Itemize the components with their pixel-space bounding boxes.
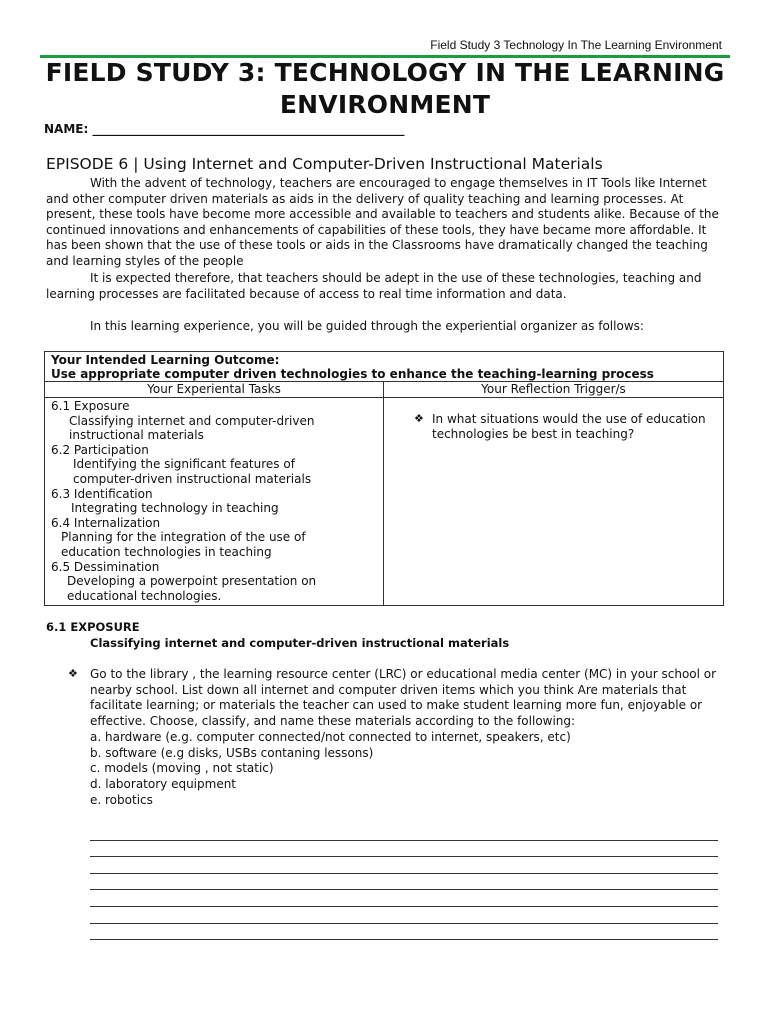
triggers-column-header: Your Reflection Trigger/s bbox=[384, 382, 724, 398]
activity-instructions bbox=[90, 667, 726, 808]
section-subheading: Classifying internet and computer-driven instructional materials bbox=[90, 636, 510, 650]
outcome-cell bbox=[45, 352, 724, 382]
tasks-cell bbox=[45, 398, 384, 606]
diamond-bullet-icon: ❖ bbox=[68, 667, 78, 680]
task-desc: Planning for the integration of the use of education technologies in teaching bbox=[61, 530, 306, 559]
category-item: e. robotics bbox=[90, 792, 153, 807]
task-item bbox=[51, 560, 377, 604]
task-item bbox=[51, 516, 377, 560]
section-heading: 6.1 EXPOSURE bbox=[46, 620, 140, 634]
title-line-1: FIELD STUDY 3: TECHNOLOGY IN THE LEARNING bbox=[45, 58, 725, 87]
answer-line[interactable] bbox=[90, 857, 718, 874]
activity-paragraph: Go to the library , the learning resource center (LRC) or educational media center (MC) in your school or nearby school. List down all internet and computer driven items which you think Are materials that facilitate learning; or materials the teacher can used to make student learning more fun, enjoyable or effective. Choose, classify, and name these materials according to the following: bbox=[90, 667, 717, 729]
task-item bbox=[51, 399, 377, 443]
category-item: b. software (e.g disks, USBs contaning lessons) bbox=[90, 745, 374, 760]
triggers-cell bbox=[384, 398, 724, 606]
task-desc: Classifying internet and computer-driven instructional materials bbox=[69, 413, 315, 443]
intro-paragraph-2: It is expected therefore, that teachers should be adept in the use of these technologies, teaching and learning processes are facilitated because of access to real time information and data. bbox=[46, 271, 702, 301]
answer-line[interactable] bbox=[90, 841, 718, 858]
task-title: 6.1 Exposure bbox=[51, 399, 130, 413]
outcome-label: Your Intended Learning Outcome: bbox=[51, 353, 280, 367]
task-desc: Identifying the significant features of computer-driven instructional materials bbox=[73, 457, 312, 486]
task-title: 6.2 Participation bbox=[51, 442, 149, 457]
task-item bbox=[51, 487, 377, 516]
trigger-item bbox=[390, 398, 717, 441]
task-desc: Integrating technology in teaching bbox=[71, 501, 279, 516]
task-title: 6.3 Identification bbox=[51, 486, 153, 501]
title-line-2: ENVIRONMENT bbox=[279, 90, 491, 119]
category-item: d. laboratory equipment bbox=[90, 776, 237, 791]
tasks-column-header: Your Experiental Tasks bbox=[45, 382, 384, 398]
learning-outcome-table bbox=[44, 351, 724, 606]
name-blank[interactable]: ____________________________________________________ bbox=[92, 122, 405, 136]
name-field[interactable] bbox=[44, 122, 404, 136]
name-label: NAME: bbox=[44, 122, 89, 136]
episode-heading: EPISODE 6 | Using Internet and Computer-Driven Instructional Materials bbox=[46, 155, 603, 173]
running-header: Field Study 3 Technology In The Learning Environment bbox=[430, 38, 722, 52]
category-item: c. models (moving , not static) bbox=[90, 761, 274, 776]
diamond-bullet-icon: ❖ bbox=[414, 412, 424, 425]
page-title bbox=[40, 57, 730, 121]
task-title: 6.4 Internalization bbox=[51, 515, 161, 530]
task-title: 6.5 Dessimination bbox=[51, 559, 160, 574]
answer-area[interactable] bbox=[90, 824, 718, 940]
answer-line[interactable] bbox=[90, 824, 718, 841]
intro-paragraph-3: In this learning experience, you will be guided through the experiential organizer as follows: bbox=[90, 319, 644, 333]
task-item bbox=[51, 443, 377, 487]
answer-line[interactable] bbox=[90, 907, 718, 924]
answer-line[interactable] bbox=[90, 874, 718, 891]
task-desc: Developing a powerpoint presentation on educational technologies. bbox=[67, 574, 317, 603]
category-item: a. hardware (e.g. computer connected/not connected to internet, speakers, etc) bbox=[90, 729, 571, 744]
answer-line[interactable] bbox=[90, 924, 718, 941]
outcome-text: Use appropriate computer driven technologies to enhance the teaching-learning process bbox=[51, 367, 654, 381]
intro-paragraph-1: With the advent of technology, teachers are encouraged to engage themselves in IT Tools like Internet and other computer driven materials as aids in the delivery of quality teaching and learning processes. At present, these tools have become more accessible and available to teachers and students alike. Because of the continued innovations and enhancements of capabilities of these tools, they have became more affordable. It has been shown that the use of these tools or aids in the Classrooms have dramatically changed the teaching and learning styles of the people bbox=[46, 176, 719, 268]
trigger-text: In what situations would the use of education technologies be best in teaching? bbox=[432, 412, 706, 441]
answer-line[interactable] bbox=[90, 890, 718, 907]
